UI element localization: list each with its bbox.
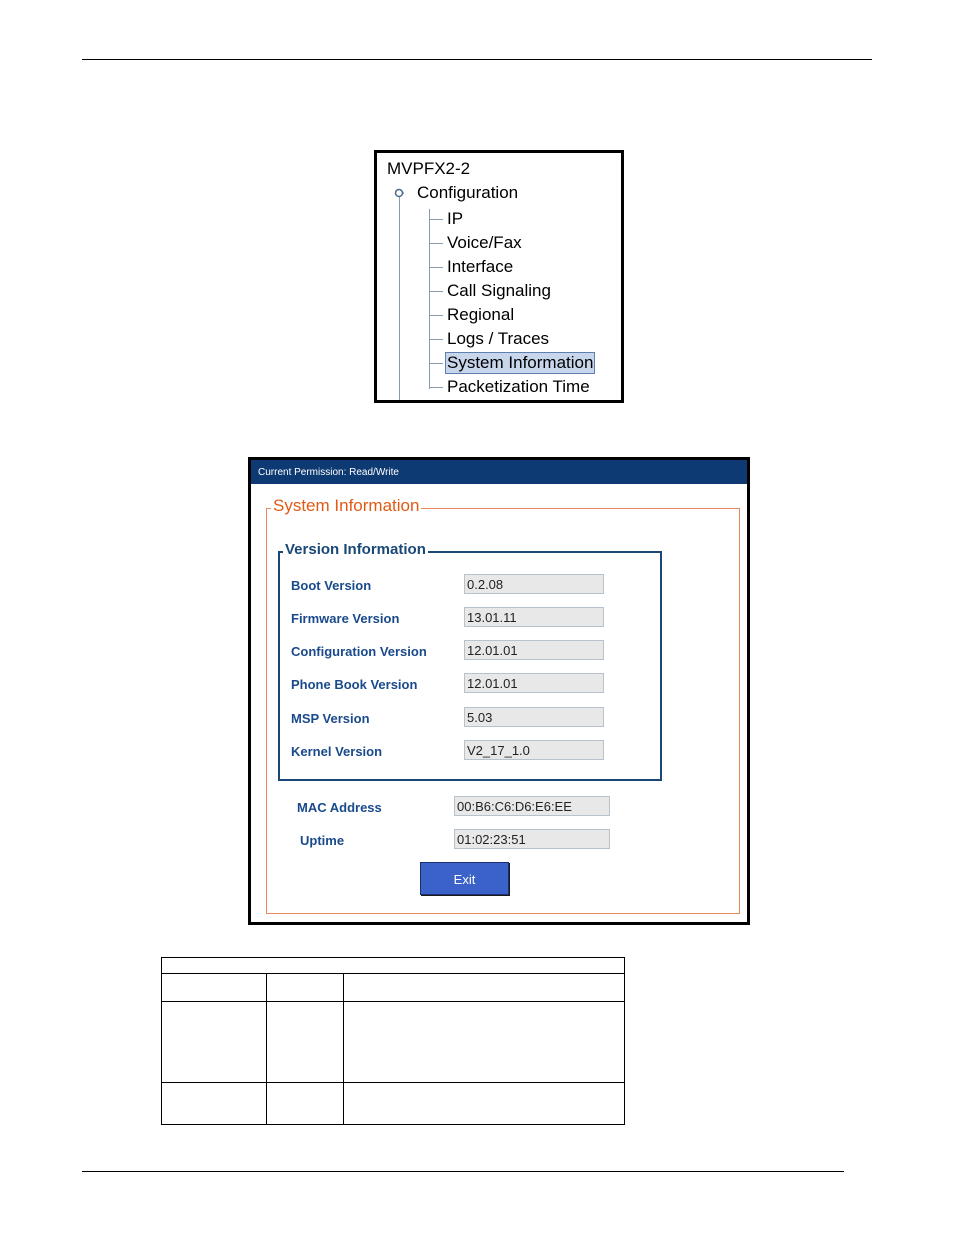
tree-branch-line — [429, 291, 443, 292]
bottom-rule — [82, 1171, 844, 1172]
section-title: System Information — [273, 496, 420, 515]
tree-item-label: IP — [447, 209, 464, 228]
table-divider — [162, 973, 624, 974]
tree-item-label: Call Signaling — [447, 281, 551, 300]
tree-item-label: System Information — [447, 353, 594, 372]
table-column-divider — [343, 973, 344, 1124]
tree-item-label: Regional — [447, 305, 515, 324]
version-group-title: Version Information — [285, 541, 426, 558]
system-information-window — [248, 457, 750, 925]
mac-address-label: MAC Address — [297, 800, 382, 815]
navigation-tree — [374, 150, 624, 403]
tree-branch-line — [429, 339, 443, 340]
tree-branch-line — [429, 267, 443, 268]
tree-item-configuration[interactable]: Configuration — [417, 183, 519, 202]
phone-book-version-label: Phone Book Version — [291, 677, 418, 692]
exit-button[interactable]: Exit — [420, 862, 509, 895]
msp-version-label: MSP Version — [291, 711, 370, 726]
firmware-version-field[interactable]: 13.01.11 — [464, 607, 604, 627]
tree-item-label: Voice/Fax — [447, 233, 522, 252]
uptime-label: Uptime — [300, 833, 345, 848]
uptime-field[interactable]: 01:02:23:51 — [454, 829, 610, 849]
kernel-version-label: Kernel Version — [291, 744, 383, 759]
top-rule — [82, 59, 872, 60]
tree-branch-line — [429, 363, 443, 364]
msp-version-field[interactable]: 5.03 — [464, 707, 604, 727]
mac-address-field[interactable]: 00:B6:C6:D6:E6:EE — [454, 796, 610, 816]
boot-version-field[interactable]: 0.2.08 — [464, 574, 604, 594]
boot-version-label: Boot Version — [291, 578, 372, 593]
configuration-version-field[interactable]: 12.01.01 — [464, 640, 604, 660]
phone-book-version-field[interactable]: 12.01.01 — [464, 673, 604, 693]
table-divider — [162, 1082, 624, 1083]
tree-branch-line — [429, 315, 443, 316]
tree-connector — [399, 197, 400, 403]
kernel-version-field[interactable]: V2_17_1.0 — [464, 740, 604, 760]
permission-bar: Current Permission: Read/Write — [251, 460, 747, 484]
tree-root-label[interactable]: MVPFX2-2 — [387, 159, 471, 178]
tree-branch-connector — [429, 209, 430, 389]
firmware-version-label: Firmware Version — [291, 611, 400, 626]
tree-item-label: Packetization Time — [447, 377, 590, 396]
tree-item-label: Logs / Traces — [447, 329, 550, 348]
tree-branch-line — [429, 219, 443, 220]
tree-expanded-node-icon[interactable] — [394, 188, 404, 198]
tree-item-label: Interface — [447, 257, 514, 276]
tree-branch-line — [429, 387, 443, 388]
parameter-table — [161, 957, 625, 1125]
table-divider — [162, 1001, 624, 1002]
table-column-divider — [266, 973, 267, 1124]
tree-branch-line — [429, 243, 443, 244]
configuration-version-label: Configuration Version — [291, 644, 427, 659]
